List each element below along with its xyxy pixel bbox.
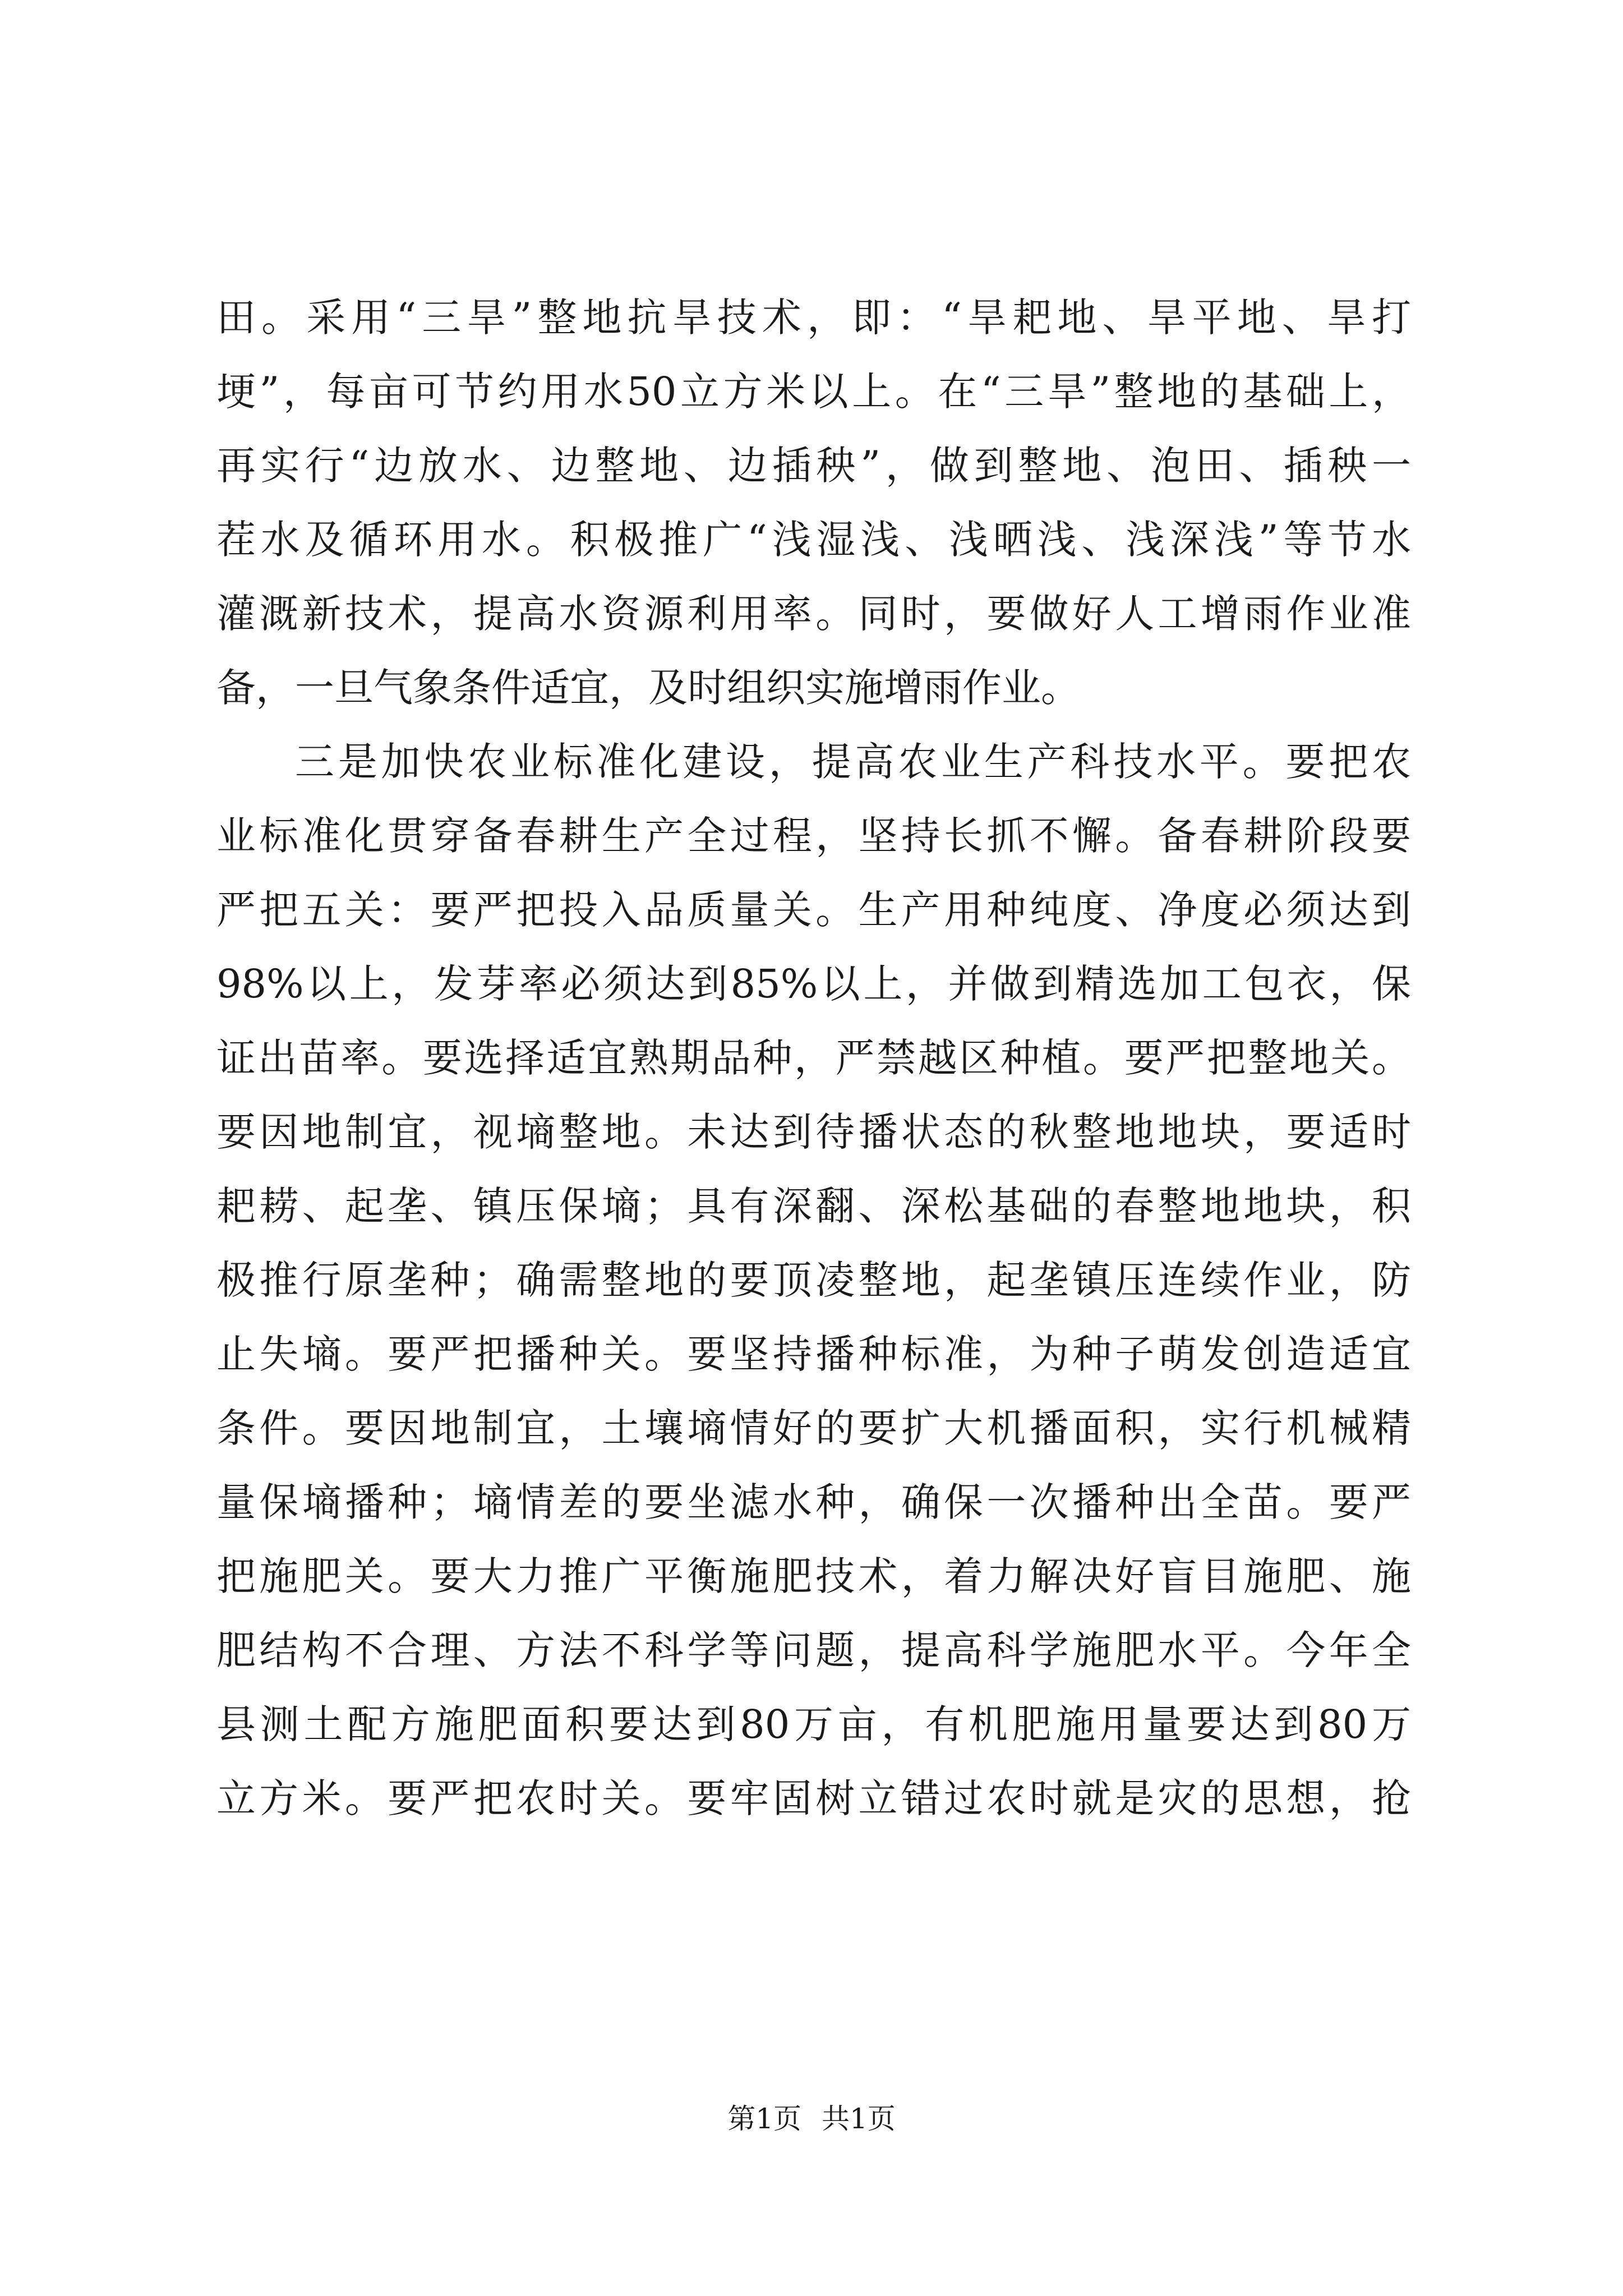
paragraph-2 bbox=[216, 725, 1411, 1835]
paragraph-1 bbox=[216, 280, 1411, 725]
text-line: 立方米。要严把农时关。要牢固树立错过农时就是灾的思想，抢 bbox=[216, 1775, 1411, 1821]
text-line: 田。采用“三旱”整地抗旱技术，即：“旱耙地、旱平地、旱打 bbox=[216, 295, 1411, 341]
text-line: 条件。要因地制宜，土壤墒情好的要扩大机播面积，实行机械精 bbox=[216, 1405, 1411, 1451]
text-line: 肥结构不合理、方法不科学等问题，提高科学施肥水平。今年全 bbox=[216, 1627, 1411, 1673]
text-line: 止失墒。要严把播种关。要坚持播种标准，为种子萌发创造适宜 bbox=[216, 1331, 1411, 1377]
text-line: 业标准化贯穿备春耕生产全过程，坚持长抓不懈。备春耕阶段要 bbox=[216, 813, 1411, 859]
text-line: 茬水及循环用水。积极推广“浅湿浅、浅晒浅、浅深浅”等节水 bbox=[216, 517, 1411, 563]
page-footer bbox=[0, 2099, 1623, 2138]
text-line: 三是加快农业标准化建设，提高农业生产科技水平。要把农 bbox=[295, 739, 1411, 785]
text-line: 量保墒播种；墒情差的要坐滤水种，确保一次播种出全苗。要严 bbox=[216, 1479, 1411, 1525]
text-line: 证出苗率。要选择适宜熟期品种，严禁越区种植。要严把整地关。 bbox=[216, 1035, 1411, 1081]
text-line: 把施肥关。要大力推广平衡施肥技术，着力解决好盲目施肥、施 bbox=[216, 1553, 1411, 1599]
text-line: 备，一旦气象条件适宜，及时组织实施增雨作业。 bbox=[216, 665, 1080, 711]
page-number: 第1页 bbox=[727, 2102, 802, 2135]
text-line: 灌溉新技术，提高水资源利用率。同时，要做好人工增雨作业准 bbox=[216, 591, 1411, 637]
text-line: 耙耢、起垄、镇压保墒；具有深翻、深松基础的春整地地块，积 bbox=[216, 1183, 1411, 1229]
text-line: 县测土配方施肥面积要达到80万亩，有机肥施用量要达到80万 bbox=[216, 1701, 1411, 1747]
text-line: 埂”，每亩可节约用水50立方米以上。在“三旱”整地的基础上， bbox=[216, 369, 1411, 415]
text-line: 再实行“边放水、边整地、边插秧”，做到整地、泡田、插秧一 bbox=[216, 443, 1411, 489]
text-line: 98%以上，发芽率必须达到85%以上，并做到精选加工包衣，保 bbox=[216, 961, 1411, 1007]
text-line: 要因地制宜，视墒整地。未达到待播状态的秋整地地块，要适时 bbox=[216, 1109, 1411, 1155]
document-body bbox=[216, 280, 1411, 1835]
page-total: 共1页 bbox=[821, 2102, 896, 2135]
text-line: 极推行原垄种；确需整地的要顶凌整地，起垄镇压连续作业，防 bbox=[216, 1257, 1411, 1303]
text-line: 严把五关：要严把投入品质量关。生产用种纯度、净度必须达到 bbox=[216, 887, 1411, 933]
